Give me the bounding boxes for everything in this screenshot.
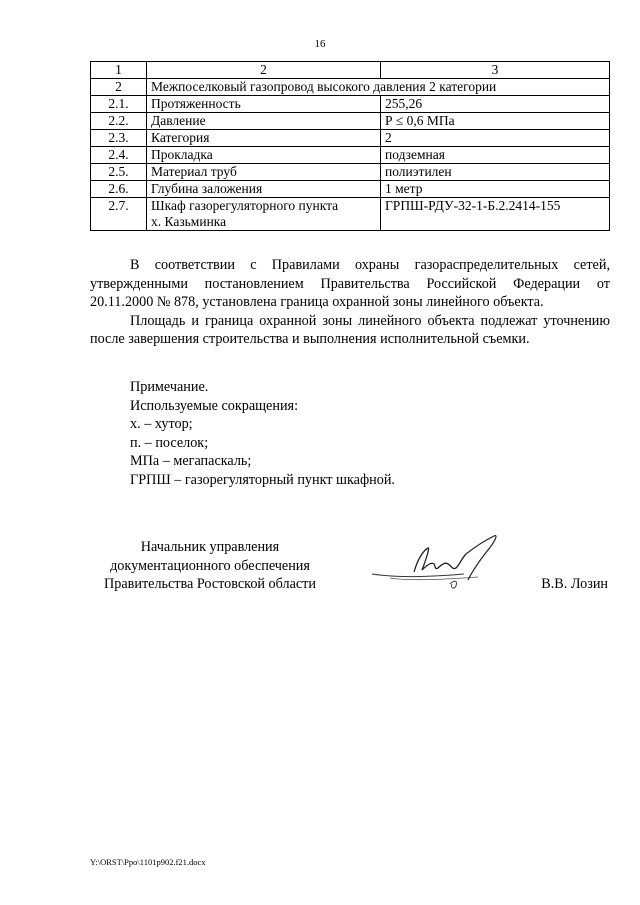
signer-name: В.В. Лозин — [541, 576, 608, 592]
note-item: х. – хутор; — [130, 416, 193, 432]
note-subtitle: Используемые сокращения: — [130, 397, 299, 414]
row-value: 2 — [381, 130, 610, 147]
row-number: 2.4. — [91, 147, 147, 164]
paragraph-protection-zone: В соответствии с Правилами охраны газораспределительных сетей, утвержденными постановлением Правительства Российской Федерации от 20.11.2000 № 878, установлена граница охранной зоны линейного объекта. — [90, 257, 610, 310]
row-number: 2.7. — [91, 198, 147, 231]
signer-position-line-1: Начальник управления — [140, 539, 280, 555]
table-row — [91, 198, 610, 231]
row-value: Р ≤ 0,6 МПа — [381, 113, 610, 130]
row-name: Глубина заложения — [147, 181, 381, 198]
row-name: Давление — [147, 113, 381, 130]
note-item: ГРПШ – газорегуляторный пункт шкафной. — [130, 471, 395, 488]
row-name: Категория — [147, 130, 381, 147]
table-row — [91, 113, 610, 130]
row-number: 2.3. — [91, 130, 147, 147]
table-header-row — [91, 62, 610, 79]
row-name: Материал труб — [147, 164, 381, 181]
paragraph-area-clarification: Площадь и граница охранной зоны линейного объекта подлежат уточнению после завершения строительства и выполнения исполнительной съемки. — [90, 312, 610, 347]
table-row — [91, 130, 610, 147]
row-value: 255,26 — [381, 96, 610, 113]
row-name-line-2: х. Казьминка — [151, 214, 227, 229]
row-value: полиэтилен — [381, 164, 610, 181]
signer-position — [90, 538, 330, 594]
footer-file-path: Y:\ORST\Ppo\1101p902.f21.docx — [90, 857, 206, 867]
table-section-row — [91, 79, 610, 96]
row-number: 2.2. — [91, 113, 147, 130]
note-title: Примечание. — [130, 379, 209, 395]
row-value: подземная — [381, 147, 610, 164]
row-name: Прокладка — [147, 147, 381, 164]
row-name-line-1: Шкаф газорегуляторного пункта — [151, 198, 339, 213]
table-row — [91, 147, 610, 164]
note-item: МПа – мегапаскаль; — [130, 453, 252, 469]
row-name: Протяженность — [147, 96, 381, 113]
table-row — [91, 181, 610, 198]
section-number: 2 — [91, 79, 147, 96]
note-item: п. – поселок; — [130, 434, 209, 451]
table-row — [91, 96, 610, 113]
row-number: 2.6. — [91, 181, 147, 198]
signer-position-line-2: документационного обеспечения — [110, 557, 310, 574]
row-value: 1 метр — [381, 181, 610, 198]
row-value: ГРПШ-РДУ-32-1-Б.2.2414-155 — [381, 198, 610, 231]
row-number: 2.5. — [91, 164, 147, 181]
note-block — [90, 378, 610, 489]
header-col-3: 3 — [381, 62, 610, 79]
body-text — [90, 256, 610, 349]
header-col-1: 1 — [91, 62, 147, 79]
header-col-2: 2 — [147, 62, 381, 79]
page-number: 16 — [314, 38, 326, 50]
row-number: 2.1. — [91, 96, 147, 113]
handwritten-signature — [368, 528, 508, 600]
row-name — [147, 198, 381, 231]
table-row — [91, 164, 610, 181]
section-title: Межпоселковый газопровод высокого давления 2 категории — [147, 79, 610, 96]
parameters-table — [90, 61, 610, 231]
signer-position-line-3: Правительства Ростовской области — [104, 576, 316, 592]
